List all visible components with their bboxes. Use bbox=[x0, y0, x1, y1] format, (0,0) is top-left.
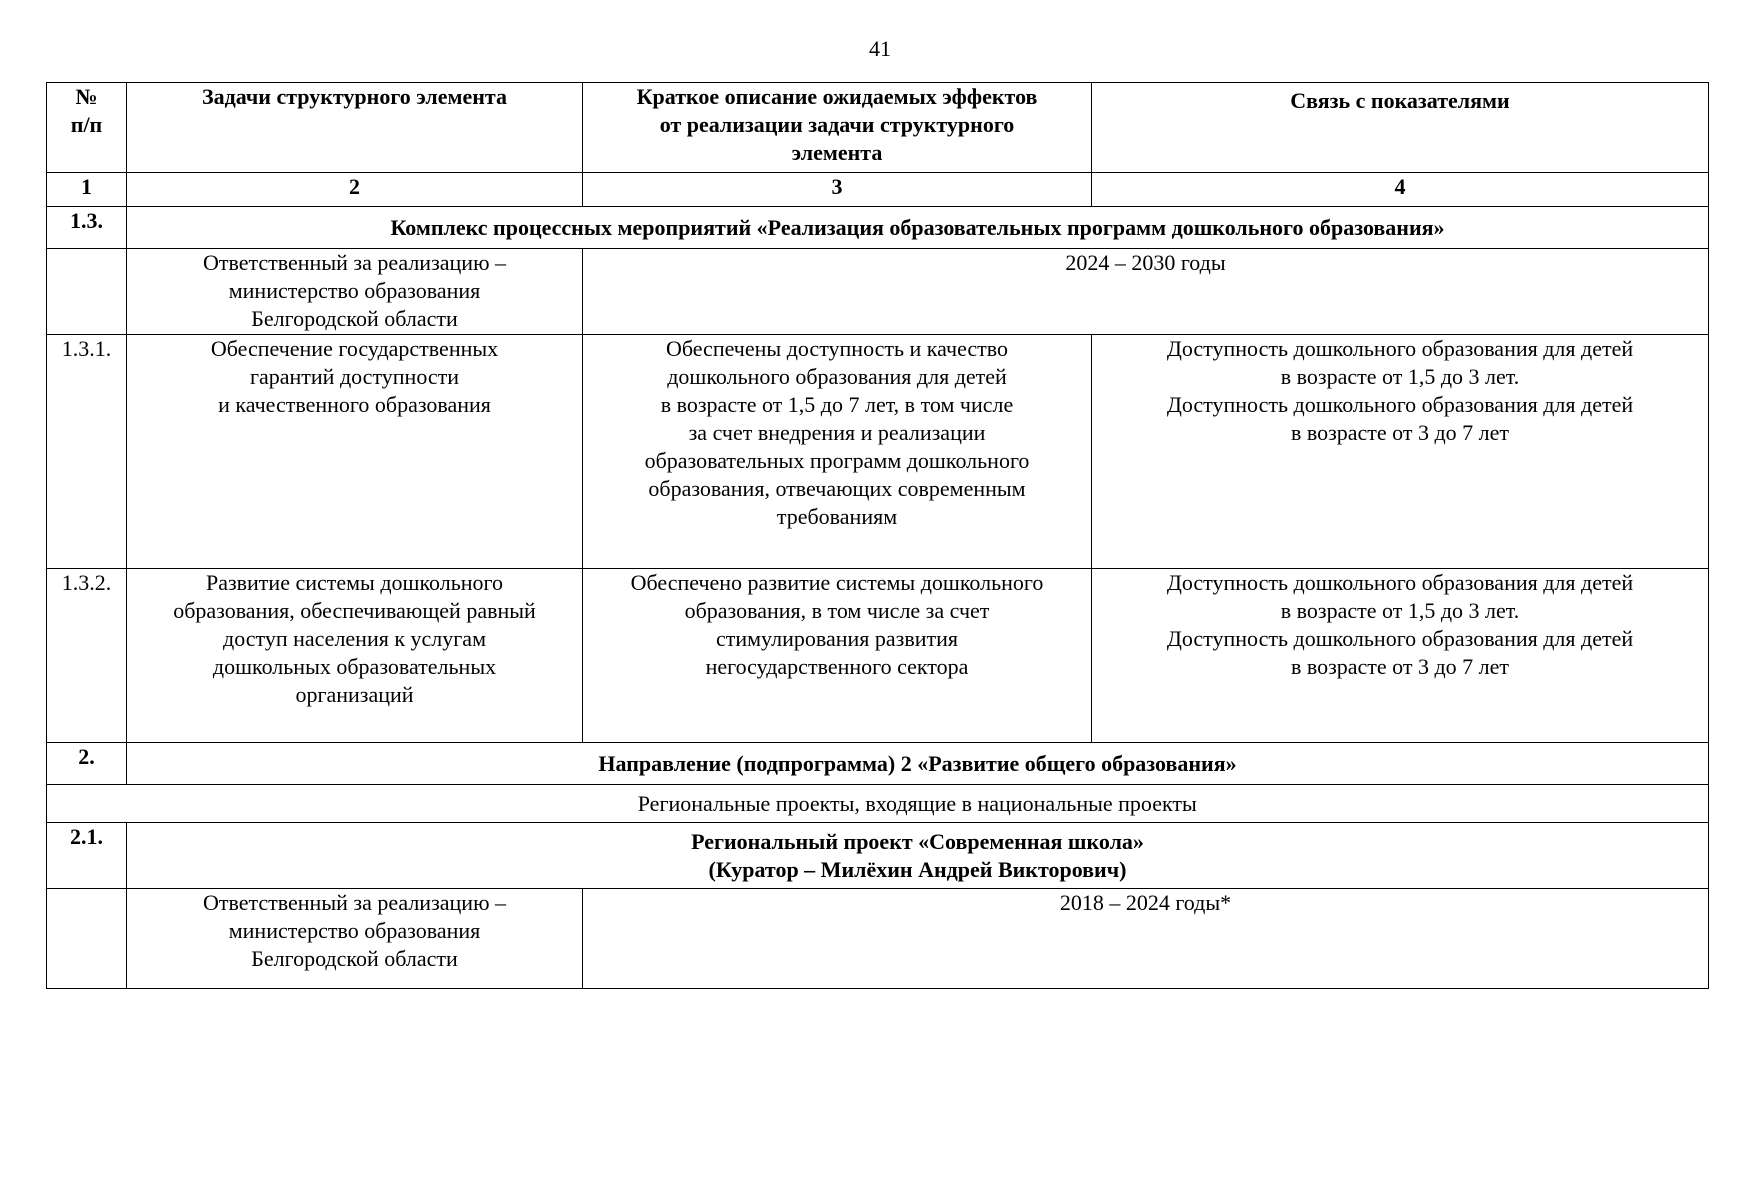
table-row bbox=[47, 569, 1709, 743]
table-row bbox=[47, 335, 1709, 569]
period-cell: 2024 – 2030 годы bbox=[583, 249, 1709, 335]
effect-cell: Обеспечено развитие системы дошкольного образования, в том числе за счет стимулирования развития негосударственного сектора bbox=[583, 569, 1092, 743]
row-number: 1.3.2. bbox=[47, 569, 127, 743]
row-number: 1.3.1. bbox=[47, 335, 127, 569]
page-number: 41 bbox=[869, 36, 891, 61]
section-2-1-responsible-row bbox=[47, 889, 1709, 989]
header-number: № п/п bbox=[47, 83, 127, 173]
section-number: 2.1. bbox=[47, 823, 127, 889]
table-header-row bbox=[47, 83, 1709, 173]
column-index-1: 1 bbox=[47, 173, 127, 207]
indicator-links-cell: Доступность дошкольного образования для детей в возрасте от 1,5 до 3 лет. Доступность дошкольного образования для детей в возрасте от 3 до 7 лет bbox=[1092, 569, 1709, 743]
section-number: 2. bbox=[47, 743, 127, 785]
empty-number-cell bbox=[47, 785, 127, 823]
indicator-links-cell: Доступность дошкольного образования для детей в возрасте от 1,5 до 3 лет. Доступность дошкольного образования для детей в возрасте от 3 до 7 лет bbox=[1092, 335, 1709, 569]
column-index-2: 2 bbox=[127, 173, 583, 207]
responsible-cell: Ответственный за реализацию – министерство образования Белгородской области bbox=[127, 249, 583, 335]
header-tasks: Задачи структурного элемента bbox=[127, 83, 583, 173]
effect-cell: Обеспечены доступность и качество дошкольного образования для детей в возрасте от 1,5 до 7 лет, в том числе за счет внедрения и реализации образовательных программ дошкольного образования, отвечающих современным требованиям bbox=[583, 335, 1092, 569]
column-index-4: 4 bbox=[1092, 173, 1709, 207]
column-index-row bbox=[47, 173, 1709, 207]
section-title: Комплекс процессных мероприятий «Реализация образовательных программ дошкольного образования» bbox=[127, 207, 1709, 249]
structural-elements-table bbox=[46, 82, 1709, 989]
header-links: Связь с показателями bbox=[1092, 83, 1709, 173]
empty-number-cell bbox=[47, 889, 127, 989]
section-2-row bbox=[47, 743, 1709, 785]
section-1-3-responsible-row bbox=[47, 249, 1709, 335]
column-index-3: 3 bbox=[583, 173, 1092, 207]
task-cell: Обеспечение государственных гарантий доступности и качественного образования bbox=[127, 335, 583, 569]
section-title: Направление (подпрограмма) 2 «Развитие общего образования» bbox=[127, 743, 1709, 785]
section-2-1-row bbox=[47, 823, 1709, 889]
section-1-3-row bbox=[47, 207, 1709, 249]
section-title: Региональный проект «Современная школа» (Куратор – Милёхин Андрей Викторович) bbox=[127, 823, 1709, 889]
section-subtitle: Региональные проекты, входящие в национальные проекты bbox=[127, 785, 1709, 823]
task-cell: Развитие системы дошкольного образования, обеспечивающей равный доступ населения к услугам дошкольных образовательных организаций bbox=[127, 569, 583, 743]
period-cell: 2018 – 2024 годы* bbox=[583, 889, 1709, 989]
section-2-subtitle-row bbox=[47, 785, 1709, 823]
section-number: 1.3. bbox=[47, 207, 127, 249]
header-effects: Краткое описание ожидаемых эффектов от реализации задачи структурного элемента bbox=[583, 83, 1092, 173]
empty-number-cell bbox=[47, 249, 127, 335]
responsible-cell: Ответственный за реализацию – министерство образования Белгородской области bbox=[127, 889, 583, 989]
